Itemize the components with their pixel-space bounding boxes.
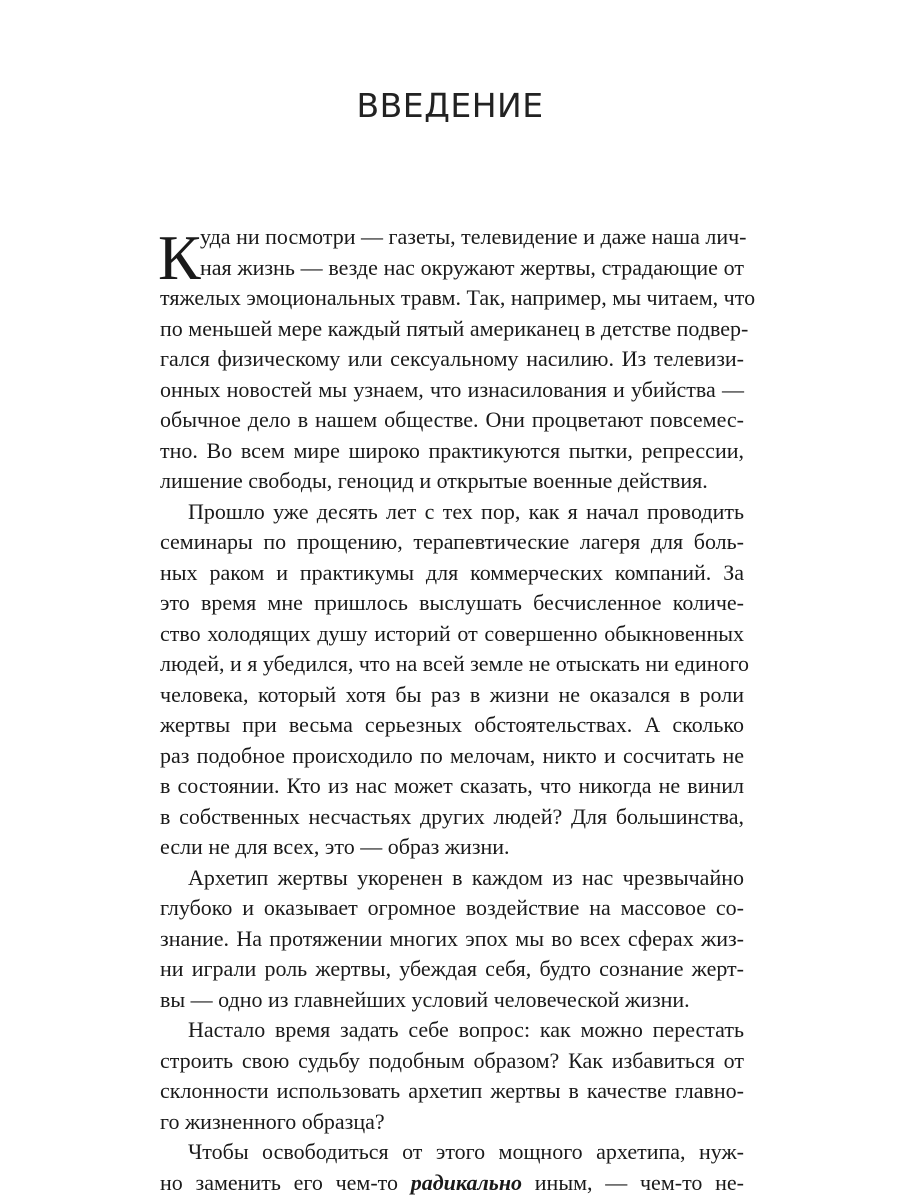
text-line: Прошло уже десять лет с тех пор, как я начал проводить [188, 498, 744, 524]
text-line: знание. На протяжении многих эпох мы во всех сферах жиз- [160, 925, 744, 951]
text-line: строить свою судьбу подобным образом? Как избавиться от [160, 1047, 744, 1073]
paragraph [160, 497, 750, 863]
text-line: это время мне пришлось выслушать бесчисленное количе- [160, 590, 744, 615]
text-line: по меньшей мере каждый пятый американец в детстве подвер- [160, 315, 749, 341]
paragraph [160, 863, 744, 1016]
body-text [158, 222, 756, 1198]
text-segment: иным, — чем-то не- [522, 1169, 744, 1195]
text-line: человека, который хотя бы раз в жизни не оказался в роли [160, 681, 744, 707]
text-line: обычное дело в нашем обществе. Они процветают повсемес- [160, 407, 744, 432]
text-line: лишение свободы, геноцид и открытые военные действия. [160, 468, 708, 493]
drop-cap: К [158, 222, 201, 293]
text-line: Чтобы освободиться от этого мощного архетипа, нуж- [188, 1139, 744, 1164]
text-line: гался физическому или сексуальному насилию. Из телевизи- [160, 346, 744, 371]
text-line: в собственных несчастьях других людей? Для большинства, [160, 803, 744, 829]
text-line: Архетип жертвы укоренен в каждом из нас чрезвычайно [188, 864, 744, 890]
text-line: склонности использовать архетип жертвы в качестве главно- [160, 1078, 744, 1103]
text-line: людей, и я убедился, что на всей земле не отыскать ни единого [160, 651, 750, 676]
text-line: Настало время задать себе вопрос: как можно перестать [188, 1017, 744, 1042]
paragraph [160, 1015, 744, 1137]
text-line: го жизненного образца? [160, 1108, 385, 1134]
text-line: если не для всех, это — образ жизни. [160, 834, 510, 859]
text-line: онных новостей мы узнаем, что изнасилования и убийства — [160, 376, 744, 402]
text-line: жертвы при весьма серьезных обстоятельствах. А сколько [160, 712, 744, 737]
text-line: ных раком и практикумы для коммерческих компаний. За [160, 559, 744, 585]
text-segment: но заменить его чем-то [160, 1169, 411, 1195]
emphasized-word: радикально [410, 1169, 523, 1195]
chapter-title: ВВЕДЕНИЕ [356, 86, 544, 125]
text-line: глубоко и оказывает огромное воздействие на массовое со- [160, 895, 744, 920]
text-line: в состоянии. Кто из нас может сказать, что никогда не винил [160, 773, 744, 798]
paragraph [160, 222, 756, 497]
text-line [160, 1168, 744, 1199]
text-line: вы — одно из главнейших условий человеческой жизни. [160, 986, 690, 1012]
text-line: ство холодящих душу историй от совершенно обыкновенных [160, 620, 744, 646]
text-line: ная жизнь — везде нас окружают жертвы, страдающие от [200, 254, 744, 280]
text-line: ни играли роль жертвы, убеждая себя, будто сознание жерт- [160, 956, 744, 981]
text-line: тно. Во всем мире широко практикуются пытки, репрессии, [160, 437, 744, 463]
text-line: раз подобное происходило по мелочам, никто и сосчитать не [160, 742, 744, 768]
paragraph [160, 1137, 744, 1198]
text-line: уда ни посмотри — газеты, телевидение и даже наша лич- [200, 224, 747, 249]
text-line: семинары по прощению, терапевтические лагеря для боль- [160, 529, 744, 554]
text-line: тяжелых эмоциональных травм. Так, например, мы читаем, что [160, 285, 756, 310]
